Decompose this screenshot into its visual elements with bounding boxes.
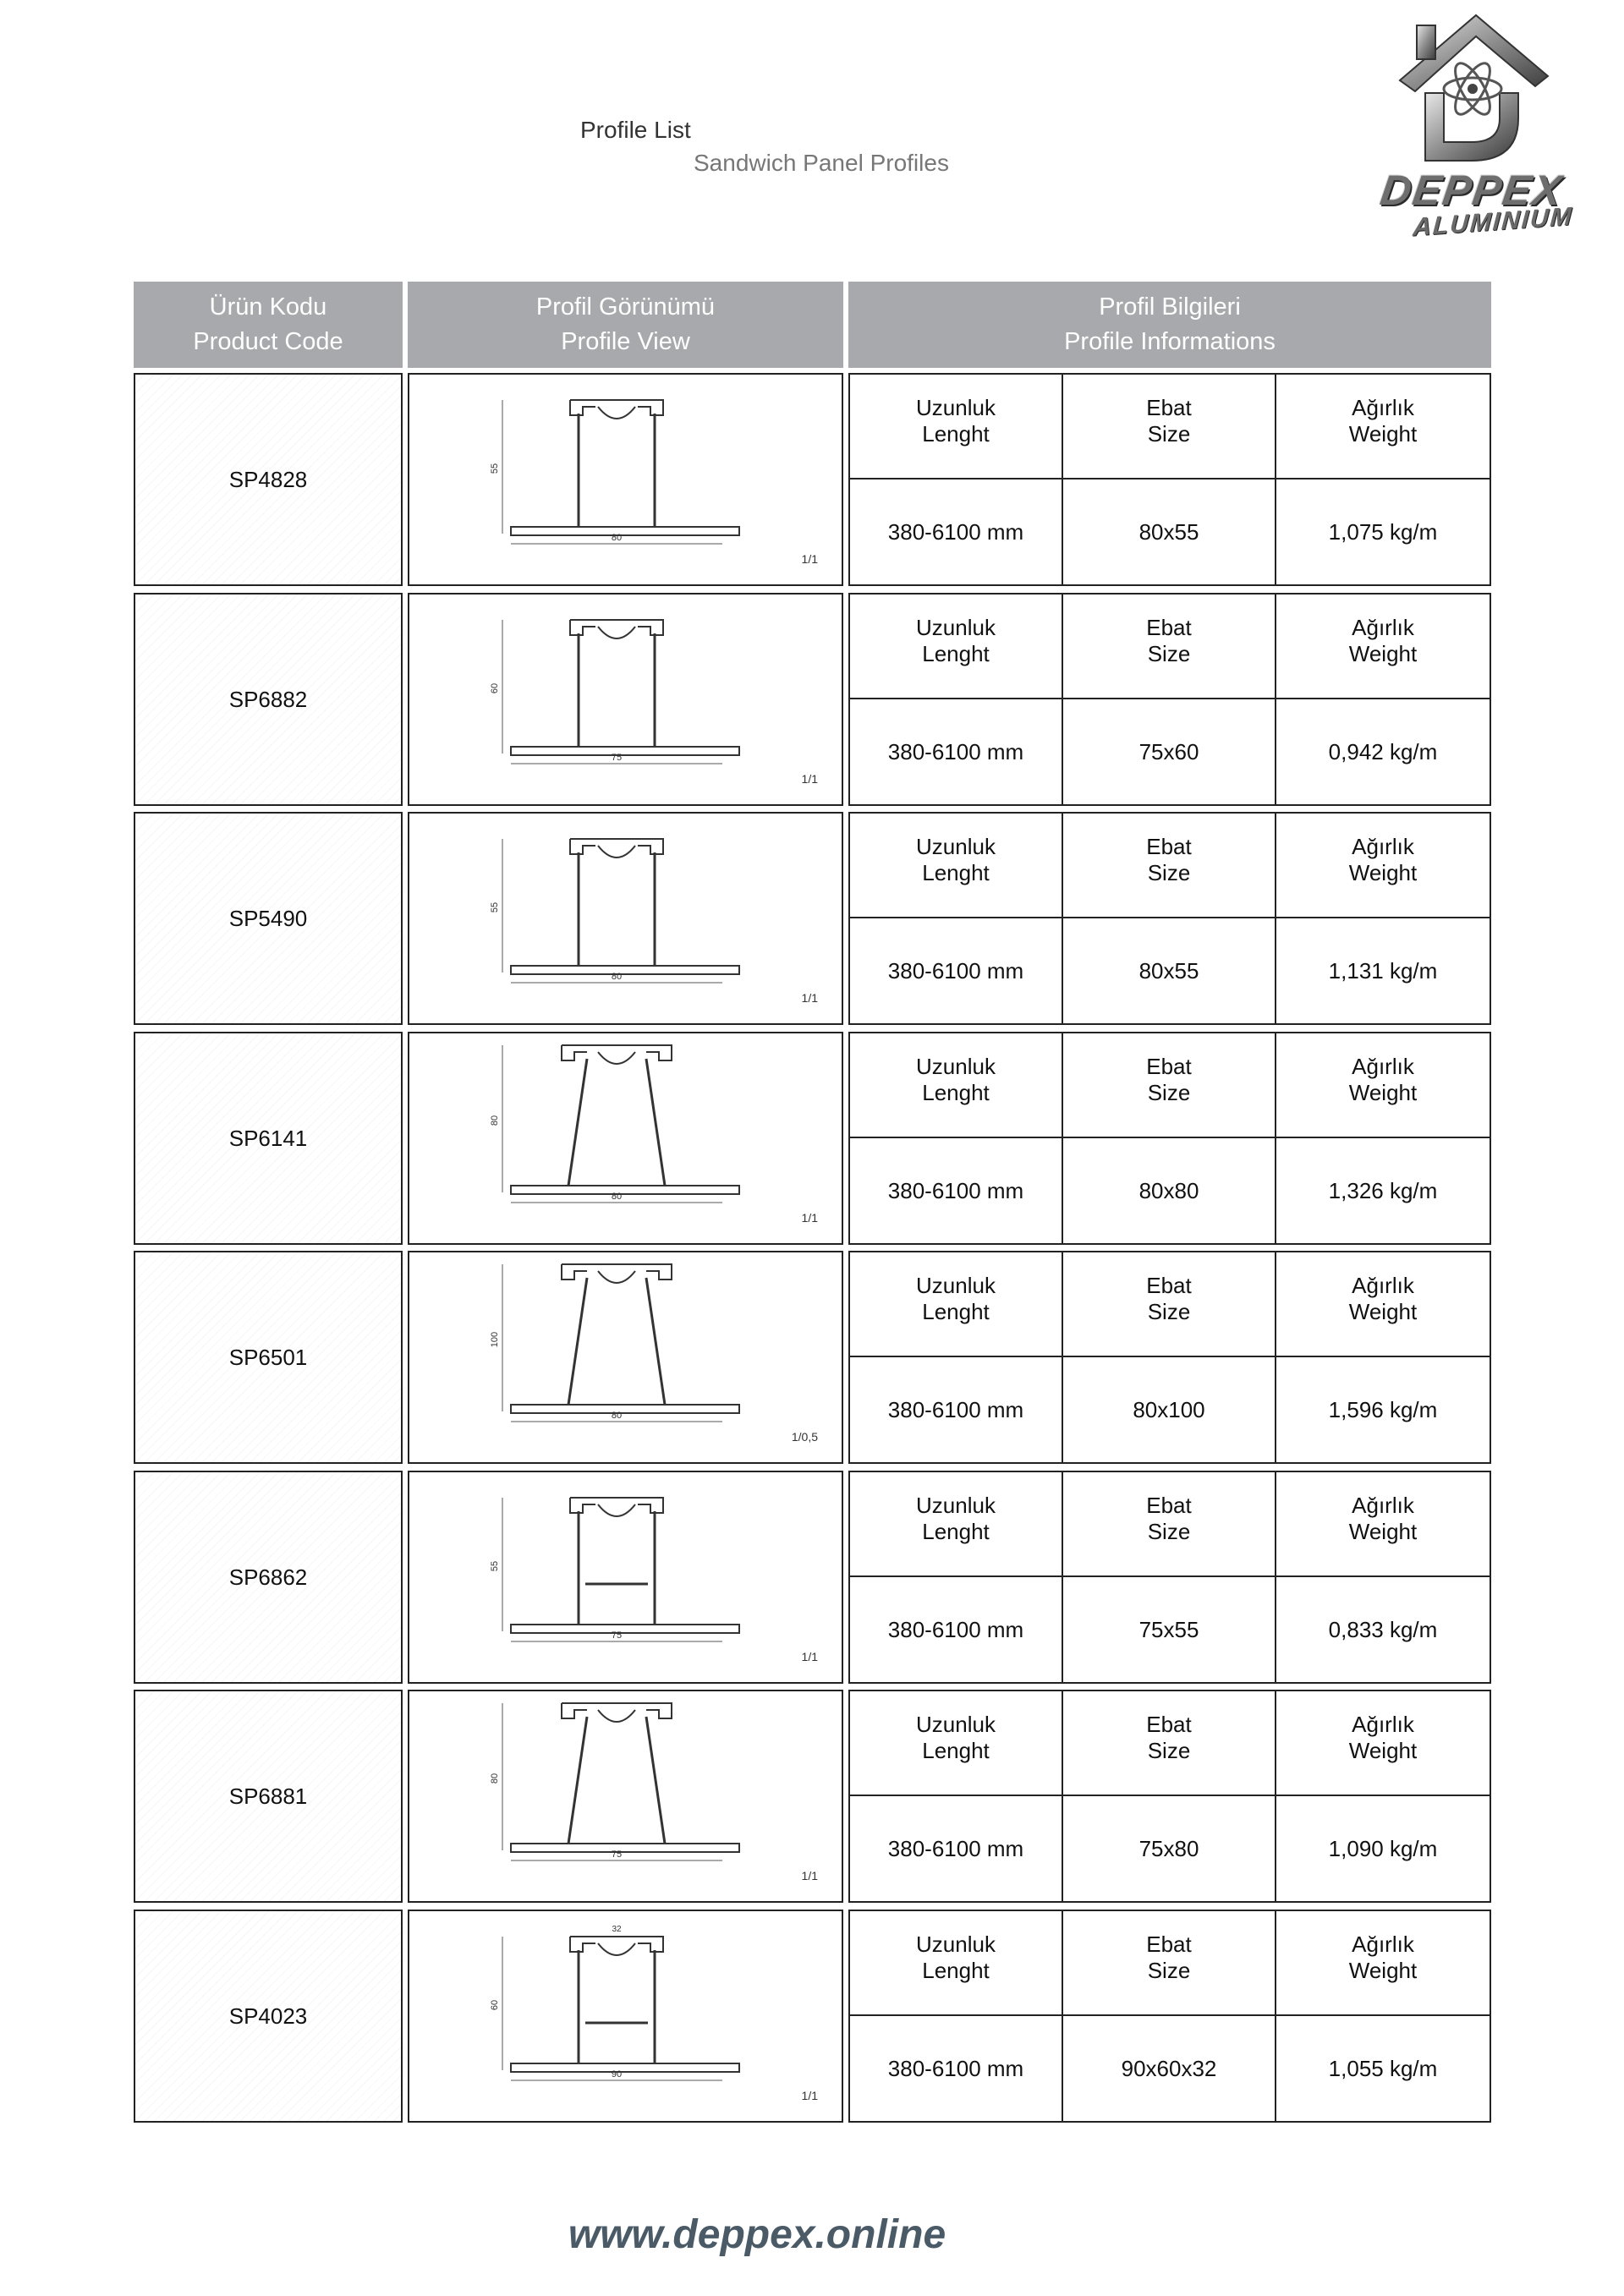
profile-top-channel (562, 1264, 672, 1280)
size-value: 80x55 (1063, 479, 1276, 584)
dim-width-label: 75 (611, 1849, 623, 1860)
size-label-en: Size (1147, 421, 1191, 447)
profile-view-cell (408, 1910, 843, 2123)
profile-drawing (409, 814, 842, 1023)
profile-top-channel (570, 1937, 663, 1952)
logo-sub-text: ALUMINIUM (1412, 202, 1574, 242)
weight-value: 1,075 kg/m (1328, 518, 1438, 545)
profile-view-cell (408, 1032, 843, 1245)
length-label-tr: Uzunluk (916, 1712, 996, 1737)
dim-height-label: 80 (490, 1115, 500, 1126)
profile-view-cell (408, 1690, 843, 1903)
weight-label-en: Weight (1348, 1738, 1418, 1763)
dim-height-label: 55 (490, 463, 500, 474)
profile-web-right (646, 1059, 665, 1186)
scale-label: 1/1 (801, 1650, 818, 1663)
dim-width-label: 80 (611, 1411, 623, 1421)
length-label (850, 814, 1063, 918)
profile-info-cell (848, 1032, 1491, 1245)
weight-label-en: Weight (1348, 1958, 1418, 1983)
weight-label (1276, 1911, 1490, 2016)
weight-label-tr: Ağırlık (1352, 1273, 1414, 1298)
weight-label (1276, 1472, 1490, 1577)
length-label-tr: Uzunluk (916, 834, 996, 859)
size-label-tr: Ebat (1146, 1054, 1192, 1079)
product-code-cell (134, 593, 403, 806)
length-label (850, 1691, 1063, 1796)
product-code: SP4828 (228, 466, 308, 492)
length-label-tr: Uzunluk (916, 1493, 996, 1518)
size-value: 75x55 (1063, 1577, 1276, 1682)
profile-web-right (646, 1717, 665, 1844)
profile-view-cell (408, 1471, 843, 1684)
length-value: 380-6100 mm (850, 1357, 1063, 1462)
weight-value: 1,090 kg/m (1328, 1835, 1438, 1861)
length-label-tr: Uzunluk (916, 615, 996, 640)
header-product-code (134, 282, 403, 368)
scale-label: 1/1 (801, 991, 818, 1005)
dim-width-label: 80 (611, 972, 623, 982)
product-code: SP5490 (228, 905, 308, 931)
size-label-en: Size (1147, 1299, 1191, 1324)
weight-value: 0,942 kg/m (1328, 738, 1438, 764)
size-label-en: Size (1147, 1519, 1191, 1544)
profile-info-cell (848, 373, 1491, 586)
size-label (1063, 1252, 1276, 1357)
header-view-en: Profile View (561, 328, 690, 355)
page-title: Profile List (580, 117, 691, 143)
weight-label (1276, 375, 1490, 479)
product-code: SP4023 (228, 2003, 308, 2029)
profile-base-flange (511, 747, 739, 755)
scale-label: 1/1 (801, 552, 818, 566)
scale-label: 1/1 (801, 1869, 818, 1882)
profile-info-cell (848, 1251, 1491, 1464)
product-code: SP6501 (228, 1344, 308, 1370)
size-label-en: Size (1147, 641, 1191, 666)
product-code-cell (134, 373, 403, 586)
product-code-cell (134, 1032, 403, 1245)
header-profile-view (408, 282, 843, 368)
size-label-tr: Ebat (1146, 395, 1192, 420)
length-label (850, 1252, 1063, 1357)
profile-channel-curve (598, 1710, 635, 1722)
deppex-logo (1341, 8, 1603, 262)
scale-label: 1/1 (801, 1211, 818, 1225)
header-code-en: Product Code (193, 328, 343, 355)
length-label-en: Lenght (922, 641, 990, 666)
profile-drawing (409, 1911, 842, 2121)
size-value: 90x60x32 (1063, 2016, 1276, 2121)
profile-drawing (409, 1472, 842, 1682)
size-value: 75x80 (1063, 1796, 1276, 1901)
dim-height-label: 55 (490, 901, 500, 913)
length-label-tr: Uzunluk (916, 1054, 996, 1079)
length-value: 380-6100 mm (850, 2016, 1063, 2121)
weight-label (1276, 595, 1490, 699)
profile-channel-curve (598, 627, 635, 638)
profile-drawing (409, 595, 842, 804)
size-label-tr: Ebat (1146, 1712, 1192, 1737)
header-info-tr: Profil Bilgileri (1099, 293, 1241, 321)
page-subtitle: Sandwich Panel Profiles (694, 150, 949, 176)
dim-width-label: 75 (611, 1630, 623, 1641)
length-value: 380-6100 mm (850, 479, 1063, 584)
length-label-tr: Uzunluk (916, 1273, 996, 1298)
size-value: 80x55 (1063, 918, 1276, 1023)
profile-base-flange (511, 1186, 739, 1194)
product-code: SP6862 (228, 1564, 308, 1590)
profile-channel-curve (598, 1271, 635, 1283)
profile-channel-curve (598, 407, 635, 419)
weight-label-en: Weight (1348, 641, 1418, 666)
size-label-en: Size (1147, 1080, 1191, 1105)
length-label (850, 595, 1063, 699)
table-row (134, 373, 1491, 589)
size-label-tr: Ebat (1146, 1273, 1192, 1298)
size-label (1063, 595, 1276, 699)
footer-url[interactable]: www.deppex.online (568, 2212, 946, 2257)
weight-value: 1,326 kg/m (1328, 1177, 1438, 1203)
table-row (134, 1032, 1491, 1248)
size-label (1063, 1472, 1276, 1577)
dim-height-label: 60 (490, 1999, 500, 2011)
weight-label-tr: Ağırlık (1352, 1932, 1414, 1957)
profile-base-flange (511, 1405, 739, 1413)
profile-web-left (568, 1059, 587, 1186)
header-code-tr: Ürün Kodu (209, 293, 327, 321)
weight-label (1276, 1033, 1490, 1138)
table-row (134, 593, 1491, 809)
profile-drawing (409, 1033, 842, 1243)
weight-label-en: Weight (1348, 1299, 1418, 1324)
length-label-tr: Uzunluk (916, 395, 996, 420)
length-label-en: Lenght (922, 860, 990, 885)
weight-label-en: Weight (1348, 860, 1418, 885)
profile-info-cell (848, 1910, 1491, 2123)
product-code-cell (134, 1251, 403, 1464)
weight-label-tr: Ağırlık (1352, 834, 1414, 859)
weight-value: 1,131 kg/m (1328, 957, 1438, 984)
product-code: SP6882 (228, 686, 308, 712)
profile-info-cell (848, 1690, 1491, 1903)
scale-label: 1/1 (801, 2089, 818, 2102)
house-atom-icon (1391, 8, 1552, 169)
profile-base-flange (511, 1844, 739, 1852)
profile-base-flange (511, 2063, 739, 2072)
header-view-tr: Profil Görünümü (535, 293, 716, 321)
dim-height-label: 55 (490, 1560, 500, 1572)
weight-label (1276, 1691, 1490, 1796)
product-code-cell (134, 1910, 403, 2123)
size-label (1063, 1691, 1276, 1796)
size-value: 75x60 (1063, 699, 1276, 804)
table-row (134, 1910, 1491, 2126)
length-label-en: Lenght (922, 1299, 990, 1324)
length-label (850, 1911, 1063, 2016)
dim-height-label: 60 (490, 682, 500, 694)
length-label-en: Lenght (922, 1738, 990, 1763)
profile-top-channel (570, 400, 663, 415)
size-label-tr: Ebat (1146, 1932, 1192, 1957)
weight-label-en: Weight (1348, 421, 1418, 447)
weight-label-tr: Ağırlık (1352, 615, 1414, 640)
size-label (1063, 1033, 1276, 1138)
size-value: 80x100 (1063, 1357, 1276, 1462)
profile-top-channel (562, 1703, 672, 1718)
profile-drawing (409, 375, 842, 584)
profile-top-channel (562, 1045, 672, 1060)
table-row (134, 1251, 1491, 1467)
table-row (134, 1690, 1491, 1906)
profile-base-flange (511, 1625, 739, 1633)
profile-web-left (568, 1278, 587, 1405)
dim-height-label: 100 (490, 1331, 500, 1348)
dim-top-label: 32 (612, 1925, 622, 1934)
weight-value: 0,833 kg/m (1328, 1616, 1438, 1642)
profile-info-cell (848, 812, 1491, 1025)
weight-label (1276, 814, 1490, 918)
size-label-en: Size (1147, 860, 1191, 885)
header-profile-info (848, 282, 1491, 368)
length-label-en: Lenght (922, 1080, 990, 1105)
size-label (1063, 814, 1276, 918)
product-code: SP6141 (228, 1125, 308, 1151)
length-label-en: Lenght (922, 421, 990, 447)
profile-top-channel (570, 620, 663, 635)
profile-view-cell (408, 373, 843, 586)
weight-label-tr: Ağırlık (1352, 1493, 1414, 1518)
length-value: 380-6100 mm (850, 1138, 1063, 1243)
product-code-cell (134, 1471, 403, 1684)
weight-label (1276, 1252, 1490, 1357)
profile-web-right (646, 1278, 665, 1405)
size-label (1063, 1911, 1276, 2016)
scale-label: 1/0,5 (791, 1430, 818, 1444)
dim-width-label: 80 (611, 1192, 623, 1202)
table-row (134, 812, 1491, 1028)
length-label-en: Lenght (922, 1519, 990, 1544)
dim-width-label: 90 (611, 2069, 623, 2080)
length-value: 380-6100 mm (850, 699, 1063, 804)
size-label-en: Size (1147, 1738, 1191, 1763)
length-value: 380-6100 mm (850, 1796, 1063, 1901)
profile-drawing (409, 1691, 842, 1901)
profile-channel-curve (598, 1943, 635, 1955)
profile-info-cell (848, 593, 1491, 806)
dim-height-label: 80 (490, 1773, 500, 1784)
size-label (1063, 375, 1276, 479)
weight-label-tr: Ağırlık (1352, 1712, 1414, 1737)
profile-top-channel (570, 1498, 663, 1513)
profile-web-left (568, 1717, 587, 1844)
profile-view-cell (408, 812, 843, 1025)
product-code-cell (134, 812, 403, 1025)
length-label (850, 375, 1063, 479)
length-value: 380-6100 mm (850, 1577, 1063, 1682)
length-label (850, 1033, 1063, 1138)
profile-channel-curve (598, 1052, 635, 1064)
profile-view-cell (408, 593, 843, 806)
length-label-en: Lenght (922, 1958, 990, 1983)
weight-label-en: Weight (1348, 1519, 1418, 1544)
weight-value: 1,596 kg/m (1328, 1396, 1438, 1422)
size-label-tr: Ebat (1146, 1493, 1192, 1518)
product-code-cell (134, 1690, 403, 1903)
profile-info-cell (848, 1471, 1491, 1684)
profile-channel-curve (598, 1504, 635, 1516)
profile-view-cell (408, 1251, 843, 1464)
header-info-en: Profile Informations (1064, 328, 1276, 355)
weight-label-en: Weight (1348, 1080, 1418, 1105)
length-label-tr: Uzunluk (916, 1932, 996, 1957)
size-label-tr: Ebat (1146, 615, 1192, 640)
profile-channel-curve (598, 846, 635, 858)
table-row (134, 1471, 1491, 1687)
length-value: 380-6100 mm (850, 918, 1063, 1023)
logo-brand-text: DEPPEX (1377, 167, 1566, 214)
dim-width-label: 80 (611, 533, 623, 543)
dim-width-label: 75 (611, 753, 623, 763)
length-label (850, 1472, 1063, 1577)
weight-label-tr: Ağırlık (1352, 395, 1414, 420)
size-value: 80x80 (1063, 1138, 1276, 1243)
profile-base-flange (511, 966, 739, 974)
weight-value: 1,055 kg/m (1328, 2055, 1438, 2081)
weight-label-tr: Ağırlık (1352, 1054, 1414, 1079)
profile-drawing (409, 1252, 842, 1462)
product-code: SP6881 (228, 1783, 308, 1809)
profile-base-flange (511, 527, 739, 535)
size-label-en: Size (1147, 1958, 1191, 1983)
size-label-tr: Ebat (1146, 834, 1192, 859)
profile-top-channel (570, 839, 663, 854)
scale-label: 1/1 (801, 772, 818, 786)
